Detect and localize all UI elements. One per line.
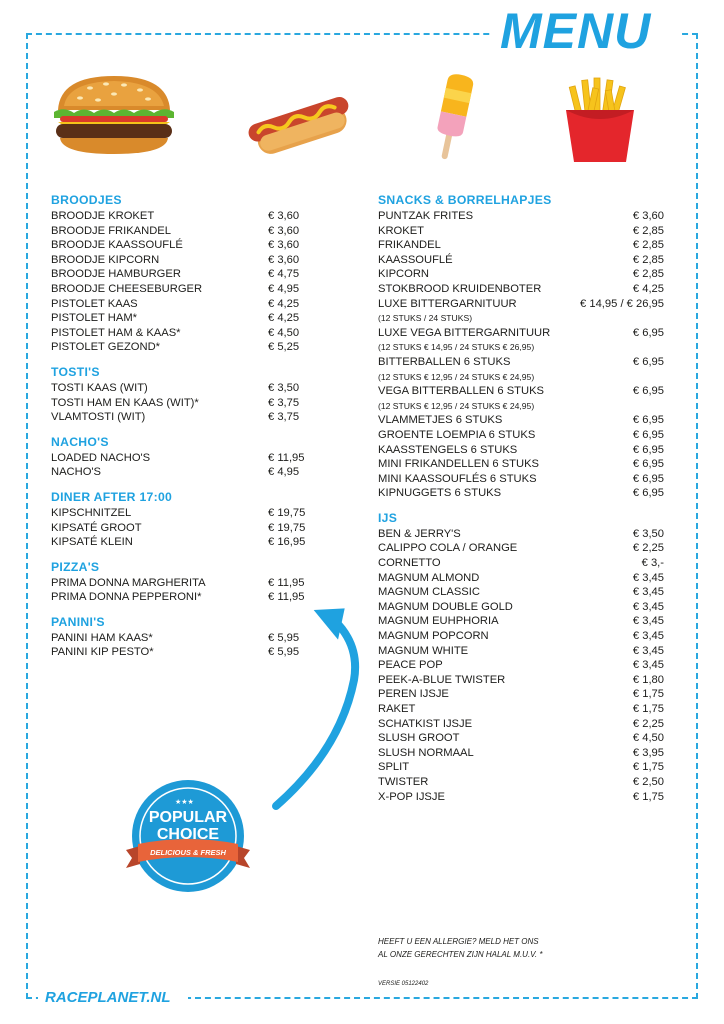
- item-name: CALIPPO COLA / ORANGE: [378, 542, 518, 555]
- menu-item: [378, 746, 664, 761]
- item-name: PANINI HAM KAAS*: [51, 631, 153, 644]
- item-price: € 6,95: [632, 355, 664, 368]
- menu-title: MENU: [500, 3, 652, 59]
- right-menu-column: [378, 193, 664, 804]
- menu-item: [378, 687, 664, 702]
- item-name: MAGNUM DOUBLE GOLD: [378, 600, 513, 613]
- item-price: € 3,60: [268, 253, 300, 266]
- menu-item: [378, 457, 664, 472]
- hotdog-image: [248, 84, 352, 164]
- item-price: € 1,75: [632, 761, 664, 774]
- item-name: PISTOLET KAAS: [51, 297, 138, 310]
- menu-item: [378, 253, 664, 268]
- item-name: BROODJE KAASSOUFLÉ: [51, 239, 183, 252]
- item-price: € 2,50: [632, 775, 664, 788]
- menu-item: [378, 282, 664, 297]
- menu-item: [51, 381, 321, 396]
- menu-item: [378, 760, 664, 775]
- item-name: MINI KAASSOUFLÉS 6 STUKS: [378, 472, 537, 485]
- item-name: VLAMTOSTI (WIT): [51, 411, 146, 424]
- item-note: (12 STUKS € 12,95 / 24 STUKS € 24,95): [378, 400, 535, 411]
- item-price: € 3,75: [268, 396, 300, 409]
- menu-item: [378, 224, 664, 239]
- item-name: TOSTI HAM EN KAAS (WIT)*: [51, 396, 199, 409]
- badge-line-popular: POPULAR: [148, 809, 228, 826]
- item-name: KAASSOUFLÉ: [378, 253, 453, 266]
- item-price: € 3,45: [632, 615, 664, 628]
- menu-section: [51, 435, 321, 480]
- menu-item: [51, 238, 321, 253]
- item-name: BROODJE KIPCORN: [51, 253, 160, 266]
- menu-section: [51, 560, 321, 605]
- menu-item: [378, 428, 664, 443]
- item-name: BROODJE KROKET: [51, 210, 155, 222]
- item-name: PISTOLET HAM*: [51, 312, 138, 325]
- version-label: VERSIE 05122402: [378, 981, 429, 987]
- menu-item: [51, 521, 321, 536]
- menu-item: [51, 267, 321, 282]
- item-price: € 4,95: [268, 282, 300, 295]
- item-price: € 3,60: [268, 239, 300, 252]
- item-price: € 3,45: [632, 571, 664, 584]
- item-price: € 2,25: [632, 542, 664, 555]
- item-name: NACHO'S: [51, 466, 101, 479]
- item-price: € 1,80: [632, 673, 664, 686]
- item-price: € 6,95: [632, 443, 664, 456]
- menu-item: [378, 556, 664, 571]
- section-heading: IJS: [378, 510, 398, 525]
- item-name: SLUSH GROOT: [378, 732, 460, 745]
- item-name: KIPNUGGETS 6 STUKS: [378, 487, 502, 500]
- fries-image: [562, 76, 638, 164]
- item-name: SLUSH NORMAAL: [378, 746, 474, 759]
- menu-item: [378, 472, 664, 487]
- item-price: € 5,25: [268, 341, 300, 354]
- curved-arrow-icon: [270, 600, 370, 815]
- item-name: PUNTZAK FRITES: [378, 210, 474, 222]
- left-menu-column: [51, 193, 321, 660]
- item-name: CORNETTO: [378, 557, 441, 570]
- item-price: € 2,25: [632, 717, 664, 730]
- item-note: (12 STUKS / 24 STUKS): [378, 313, 473, 324]
- item-name: KIPSATÉ KLEIN: [51, 536, 133, 549]
- menu-item: [378, 790, 664, 805]
- item-price: € 4,75: [268, 268, 300, 281]
- menu-item: [51, 576, 321, 591]
- item-price: € 6,95: [632, 487, 664, 500]
- item-name: PANINI KIP PESTO*: [51, 646, 154, 659]
- item-price: € 6,95: [632, 326, 664, 339]
- menu-item: [378, 658, 664, 673]
- item-name: KIPSCHNITZEL: [51, 506, 132, 519]
- menu-item: [378, 297, 664, 312]
- menu-item: [378, 600, 664, 615]
- allergy-line-1: HEEFT U EEN ALLERGIE? MELD HET ONS: [378, 937, 539, 946]
- item-price: € 16,95: [268, 536, 306, 549]
- item-name: BEN & JERRY'S: [378, 527, 461, 540]
- item-price: € 4,25: [268, 297, 300, 310]
- item-price: € 6,95: [632, 414, 664, 427]
- item-price: € 6,95: [632, 385, 664, 398]
- item-price: € 6,95: [632, 428, 664, 441]
- menu-item: [51, 224, 321, 239]
- menu-section: [51, 490, 321, 550]
- item-note: (12 STUKS € 14,95 / 24 STUKS € 26,95): [378, 342, 535, 353]
- item-name: X-POP IJSJE: [378, 790, 445, 803]
- item-price: € 2,85: [632, 268, 664, 281]
- item-price: € 3,45: [632, 600, 664, 613]
- menu-item: [51, 410, 321, 425]
- menu-item: [378, 585, 664, 600]
- item-price: € 19,75: [268, 506, 306, 519]
- footer-website: RACEPLANET.NL: [45, 989, 171, 1006]
- menu-section: [378, 511, 664, 804]
- item-price: € 4,25: [632, 282, 664, 295]
- item-name: PEACE POP: [378, 659, 443, 672]
- menu-item: [51, 209, 321, 224]
- section-heading: BROODJES: [51, 193, 122, 207]
- item-name: BITTERBALLEN 6 STUKS: [378, 355, 511, 368]
- menu-item: [378, 541, 664, 556]
- item-name: SCHATKIST IJSJE: [378, 717, 473, 730]
- menu-item: [51, 326, 321, 341]
- item-note: (12 STUKS € 12,95 / 24 STUKS € 24,95): [378, 371, 535, 382]
- menu-item: [51, 297, 321, 312]
- item-price: € 6,95: [632, 472, 664, 485]
- menu-item: [378, 267, 664, 282]
- item-name: PRIMA DONNA MARGHERITA: [51, 576, 206, 589]
- item-price: € 1,75: [632, 703, 664, 715]
- item-name: PRIMA DONNA PEPPERONI*: [51, 591, 202, 604]
- item-price: € 1,75: [632, 790, 664, 803]
- menu-item: [378, 644, 664, 659]
- menu-item: [378, 775, 664, 790]
- menu-item: [51, 396, 321, 411]
- item-price: € 3,45: [632, 644, 664, 657]
- item-price: € 11,95: [268, 576, 305, 589]
- item-price: € 3,60: [268, 210, 300, 222]
- badge-line-choice: CHOICE: [156, 826, 220, 843]
- item-name: LOADED NACHO'S: [51, 451, 151, 464]
- item-name: PISTOLET HAM & KAAS*: [51, 326, 181, 339]
- item-price: € 3,60: [268, 224, 300, 237]
- menu-item: [378, 571, 664, 586]
- menu-item: [378, 717, 664, 732]
- item-name: GROENTE LOEMPIA 6 STUKS: [378, 428, 536, 441]
- item-name: KIPSATÉ GROOT: [51, 521, 142, 534]
- item-name: MAGNUM WHITE: [378, 644, 469, 657]
- item-name: KAASSTENGELS 6 STUKS: [378, 443, 518, 456]
- section-heading: DINER AFTER 17:00: [51, 489, 173, 504]
- item-name: RAKET: [378, 703, 416, 715]
- item-name: LUXE VEGA BITTERGARNITUUR: [378, 326, 551, 339]
- item-name: MAGNUM CLASSIC: [378, 586, 480, 599]
- item-name: MAGNUM POPCORN: [378, 630, 489, 643]
- item-price: € 3,95: [632, 746, 664, 759]
- item-price: € 3,45: [632, 630, 664, 643]
- item-name: MAGNUM ALMOND: [378, 571, 480, 584]
- popular-choice-badge: [122, 776, 254, 896]
- menu-section: [378, 193, 664, 501]
- menu-item: [51, 282, 321, 297]
- menu-item: [51, 311, 321, 326]
- item-name: BROODJE FRIKANDEL: [51, 224, 171, 237]
- item-name: VLAMMETJES 6 STUKS: [378, 414, 503, 427]
- svg-text:★★★: ★★★: [175, 798, 194, 806]
- item-price: € 2,85: [632, 253, 664, 266]
- item-price: € 4,50: [268, 326, 300, 339]
- menu-item: [51, 535, 321, 550]
- badge-ribbon-text: DELICIOUS & FRESH: [150, 848, 226, 857]
- popsicle-image: [432, 72, 474, 162]
- item-price: € 3,45: [632, 586, 664, 599]
- item-name: PEREN IJSJE: [378, 688, 449, 701]
- item-price: € 3,75: [268, 411, 300, 424]
- item-price: € 3,45: [632, 659, 664, 672]
- section-heading: SNACKS & BORRELHAPJES: [378, 193, 552, 207]
- allergy-note: [378, 936, 542, 961]
- item-name: PEEK-A-BLUE TWISTER: [378, 673, 506, 686]
- item-name: KROKET: [378, 224, 425, 237]
- item-price: € 6,95: [632, 458, 664, 471]
- menu-item: [378, 629, 664, 644]
- menu-item: [378, 413, 664, 428]
- item-price: € 19,75: [268, 521, 306, 534]
- item-price: € 3,50: [268, 381, 300, 394]
- hamburger-image: [50, 72, 178, 156]
- item-name: BROODJE HAMBURGER: [51, 268, 181, 281]
- menu-item: [378, 326, 664, 341]
- menu-section: [51, 193, 321, 355]
- section-heading: NACHO'S: [51, 434, 109, 449]
- menu-item: [378, 527, 664, 542]
- menu-item: [378, 355, 664, 370]
- item-name: LUXE BITTERGARNITUUR: [378, 297, 517, 310]
- item-name: MAGNUM EUHPHORIA: [378, 615, 499, 628]
- item-name: FRIKANDEL: [378, 239, 441, 252]
- menu-item: [378, 443, 664, 458]
- section-heading: PIZZA'S: [51, 559, 100, 574]
- menu-item: [378, 614, 664, 629]
- menu-item: [378, 486, 664, 501]
- item-name: TWISTER: [378, 775, 429, 788]
- menu-item: [51, 253, 321, 268]
- item-price: € 4,25: [268, 312, 300, 325]
- menu-item: [378, 384, 664, 399]
- menu-item: [378, 702, 664, 717]
- item-price: € 2,85: [632, 239, 664, 252]
- menu-section: [51, 365, 321, 425]
- section-heading: PANINI'S: [51, 614, 105, 629]
- menu-item: [378, 209, 664, 224]
- item-price: € 4,50: [632, 732, 664, 745]
- item-name: BROODJE CHEESEBURGER: [51, 282, 203, 295]
- item-price: € 1,75: [632, 688, 664, 701]
- item-price: € 3,60: [632, 210, 664, 222]
- menu-item: [378, 731, 664, 746]
- item-name: VEGA BITTERBALLEN 6 STUKS: [378, 385, 545, 398]
- item-price: € 5,95: [268, 646, 300, 659]
- item-price: € 4,95: [268, 466, 300, 479]
- menu-item: [51, 506, 321, 521]
- item-price: € 3,50: [632, 527, 664, 540]
- section-heading: TOSTI'S: [51, 364, 100, 379]
- item-price: € 2,85: [632, 224, 664, 237]
- item-name: KIPCORN: [378, 268, 429, 281]
- menu-item: [51, 451, 321, 466]
- item-name: SPLIT: [378, 761, 410, 774]
- menu-item: [51, 340, 321, 355]
- item-price: € 5,95: [268, 631, 300, 644]
- allergy-line-2: AL ONZE GERECHTEN ZIJN HALAL M.U.V. *: [378, 949, 543, 959]
- item-name: MINI FRIKANDELLEN 6 STUKS: [378, 458, 540, 471]
- item-price: € 14,95 / € 26,95: [580, 297, 664, 310]
- item-price: € 3,-: [641, 557, 664, 570]
- item-price: € 11,95: [268, 451, 305, 464]
- menu-item: [378, 673, 664, 688]
- item-name: PISTOLET GEZOND*: [51, 341, 161, 354]
- item-price: € 11,95: [268, 591, 305, 604]
- menu-item: [378, 238, 664, 253]
- item-name: TOSTI KAAS (WIT): [51, 381, 148, 394]
- menu-item: [51, 465, 321, 480]
- item-name: STOKBROOD KRUIDENBOTER: [378, 282, 542, 295]
